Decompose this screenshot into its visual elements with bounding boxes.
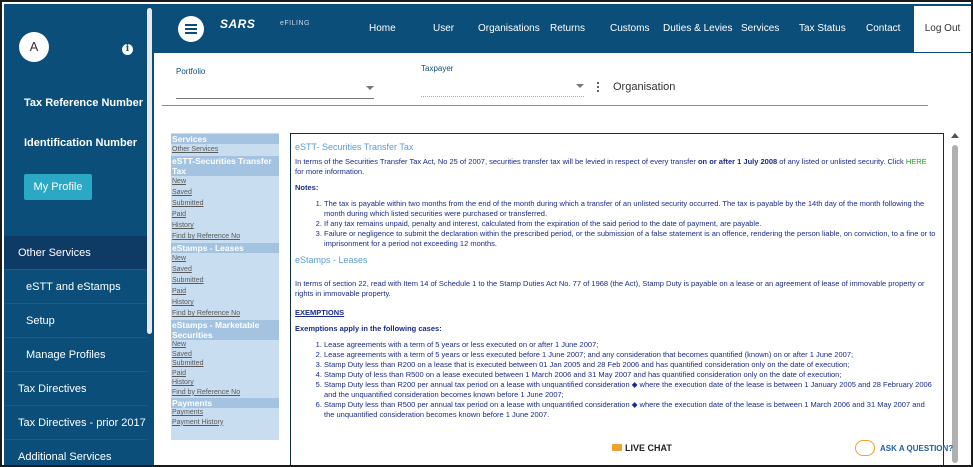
efiling-logo: eFILING — [280, 20, 310, 27]
services-nav — [171, 133, 279, 440]
organisation-label: Organisation — [613, 81, 676, 93]
sidebar-item-tax-directives[interactable]: Tax Directives — [4, 372, 147, 406]
link-leases-new[interactable]: New — [172, 255, 187, 262]
here-link[interactable]: HERE — [905, 157, 927, 166]
leases-heading: eStamps - Leases — [171, 243, 279, 253]
hamburger-menu-icon[interactable] — [178, 16, 204, 42]
logout-button[interactable]: Log Out — [914, 6, 971, 52]
list-item: 6. Stamp Duty less than R500 per annual tax period on a lease with unquantified consideration ◆ where the execution date of the lease is between 1 March 2006 and 31 May 2007 and the unquantified consideration becomes known before 1 June 2007. — [324, 400, 937, 420]
link-payment-history[interactable]: Payment History — [172, 418, 224, 426]
list-item: 2. If any tax remains unpaid, penalty and interest, calculated from the expiration of the said period to the date of payment, are payable. — [324, 219, 937, 229]
content-body — [295, 142, 937, 426]
nav-user[interactable]: User — [433, 23, 455, 34]
sidebar-item-estt-estamps[interactable]: eSTT and eStamps — [4, 270, 147, 304]
identification-label: Identification Number — [24, 137, 138, 149]
payments-heading: Payments — [171, 398, 279, 408]
link-estt-new[interactable]: New — [172, 178, 187, 185]
link-other-services[interactable]: Other Services — [172, 146, 219, 153]
avatar[interactable]: A — [19, 32, 49, 62]
portfolio-label: Portfolio — [176, 67, 206, 76]
nav-home[interactable]: Home — [369, 23, 396, 34]
divider — [162, 105, 928, 106]
chat-icon — [612, 444, 622, 451]
ask-question-label: ASK A QUESTION? — [880, 444, 954, 453]
link-leases-submitted[interactable]: Submitted — [172, 277, 204, 284]
services-heading: Services — [171, 134, 279, 144]
link-marketable-history[interactable]: History — [172, 379, 194, 386]
sidebar-item-additional-services[interactable]: Additional Services — [4, 440, 147, 467]
link-marketable-find[interactable]: Find by Reference No — [172, 388, 241, 396]
nav-tax-status[interactable]: Tax Status — [799, 23, 846, 34]
sidebar-item-manage-profiles[interactable]: Manage Profiles — [4, 338, 147, 372]
list-item: 1. Lease agreements with a term of 5 years or less executed on or after 1 June 2007; — [324, 340, 937, 350]
sidebar-menu — [4, 236, 147, 467]
nav-returns[interactable]: Returns — [550, 23, 586, 34]
leases-intro: In terms of section 22, read with Item 14 of Schedule 1 to the Stamp Duties Act No. 77 of 1968 (the Act), Stamp Duty is payable on a lease or an agreement of lease of immovable property or rights in immovable property. — [295, 279, 925, 298]
link-estt-history[interactable]: History — [172, 222, 194, 229]
sidebar-scrollbar[interactable] — [147, 8, 152, 334]
content-scrollbar[interactable] — [948, 133, 962, 467]
list-item: 3. Failure or negligence to submit the declaration within the prescribed period, or the submission of a false statement is an offence, rendering the person liable, on conviction, to a fine or to imprisonment for a period not exceeding 12 months. — [324, 229, 937, 249]
taxpayer-label: Taxpayer — [421, 64, 454, 73]
exemptions-intro: Exemptions apply in the following cases: — [295, 324, 442, 333]
speech-bubble-icon — [855, 440, 875, 456]
content-panel — [290, 133, 944, 467]
top-navigation — [154, 4, 973, 53]
list-item: 3. Stamp Duty less than R200 on a lease that is executed between 01 Jan 2005 and 28 Feb 2006 and has quantified consideration only on the date of execution; — [324, 360, 937, 370]
leases-title: eStamps - Leases — [295, 255, 368, 265]
link-marketable-paid[interactable]: Paid — [172, 369, 187, 377]
chevron-down-icon — [576, 84, 584, 88]
link-leases-find[interactable]: Find by Reference No — [172, 310, 241, 317]
link-estt-saved[interactable]: Saved — [172, 189, 192, 196]
link-marketable-new[interactable]: New — [172, 341, 187, 348]
nav-customs[interactable]: Customs — [610, 23, 650, 34]
nav-organisations[interactable]: Organisations — [478, 23, 540, 34]
more-options-icon[interactable] — [595, 81, 601, 95]
link-estt-paid[interactable]: Paid — [172, 211, 187, 218]
portfolio-select[interactable] — [176, 81, 374, 99]
notes-list — [295, 199, 937, 249]
link-estt-submitted[interactable]: Submitted — [172, 200, 204, 207]
list-item: 5. Stamp Duty less than R200 per annual tax period on a lease with unquantified consideration ◆ where the execution date of the lease is between 1 January 2005 and 28 February 2006 and the unquantified consideration becomes known before 1 June 2007; — [324, 380, 937, 400]
notes-label: Notes: — [295, 183, 319, 192]
my-profile-button[interactable]: My Profile — [24, 174, 92, 200]
exemptions-title: EXEMPTIONS — [295, 308, 345, 317]
link-marketable-saved[interactable]: Saved — [172, 350, 192, 358]
list-item: 2. Lease agreements with a term of 5 years or less executed before 1 June 2007; and any consideration that becomes quantified (known) on or after 1 June 2007; — [324, 350, 937, 360]
link-leases-saved[interactable]: Saved — [172, 266, 192, 273]
link-marketable-submitted[interactable]: Submitted — [172, 360, 204, 367]
scroll-up-icon[interactable] — [951, 133, 959, 138]
estt-intro: In terms of the Securities Transfer Tax Act, No 25 of 2007, securities transfer tax will be levied in respect of every transfer on or after 1 July 2008 of any listed or unlisted security. Click HERE for more information. — [295, 157, 927, 176]
sidebar-item-other-services[interactable]: Other Services — [4, 236, 147, 270]
list-item: 4. Stamp Duty of less than R500 on a lease executed between 1 March 2006 and 31 May 2007 and has quantified consideration only on the date of execution; — [324, 370, 937, 380]
info-icon[interactable]: i — [122, 44, 133, 55]
list-item: 1. The tax is payable within two months from the end of the month during which a transfer of an unlisted security occurred. The tax is payable by the 14th day of the month following the month during which listed securities were purchased or transferred. — [324, 199, 937, 219]
link-payments[interactable]: Payments — [172, 409, 204, 416]
nav-duties-levies[interactable]: Duties & Levies — [663, 23, 733, 34]
chevron-down-icon — [366, 86, 374, 90]
scroll-thumb[interactable] — [952, 145, 958, 463]
marketable-heading: eStamps - Marketable Securities — [171, 320, 279, 340]
estt-title: eSTT- Securities Transfer Tax — [295, 142, 414, 152]
sidebar-item-tax-directives-prior-2017[interactable]: Tax Directives - prior 2017 — [4, 406, 147, 440]
taxpayer-select[interactable] — [421, 79, 584, 97]
nav-contact[interactable]: Contact — [866, 23, 901, 34]
estt-heading: eSTT-Securities Transfer Tax — [171, 156, 279, 176]
sars-logo: SARS — [220, 17, 256, 31]
tax-reference-label: Tax Reference Number — [24, 97, 144, 109]
live-chat-button[interactable]: LIVE CHAT — [612, 443, 672, 453]
link-leases-history[interactable]: History — [172, 299, 194, 306]
exemptions-list — [295, 340, 937, 420]
sidebar-item-setup[interactable]: Setup — [4, 304, 147, 338]
sidebar — [4, 4, 154, 467]
link-leases-paid[interactable]: Paid — [172, 288, 187, 295]
link-estt-find[interactable]: Find by Reference No — [172, 233, 241, 240]
nav-services[interactable]: Services — [741, 23, 780, 34]
